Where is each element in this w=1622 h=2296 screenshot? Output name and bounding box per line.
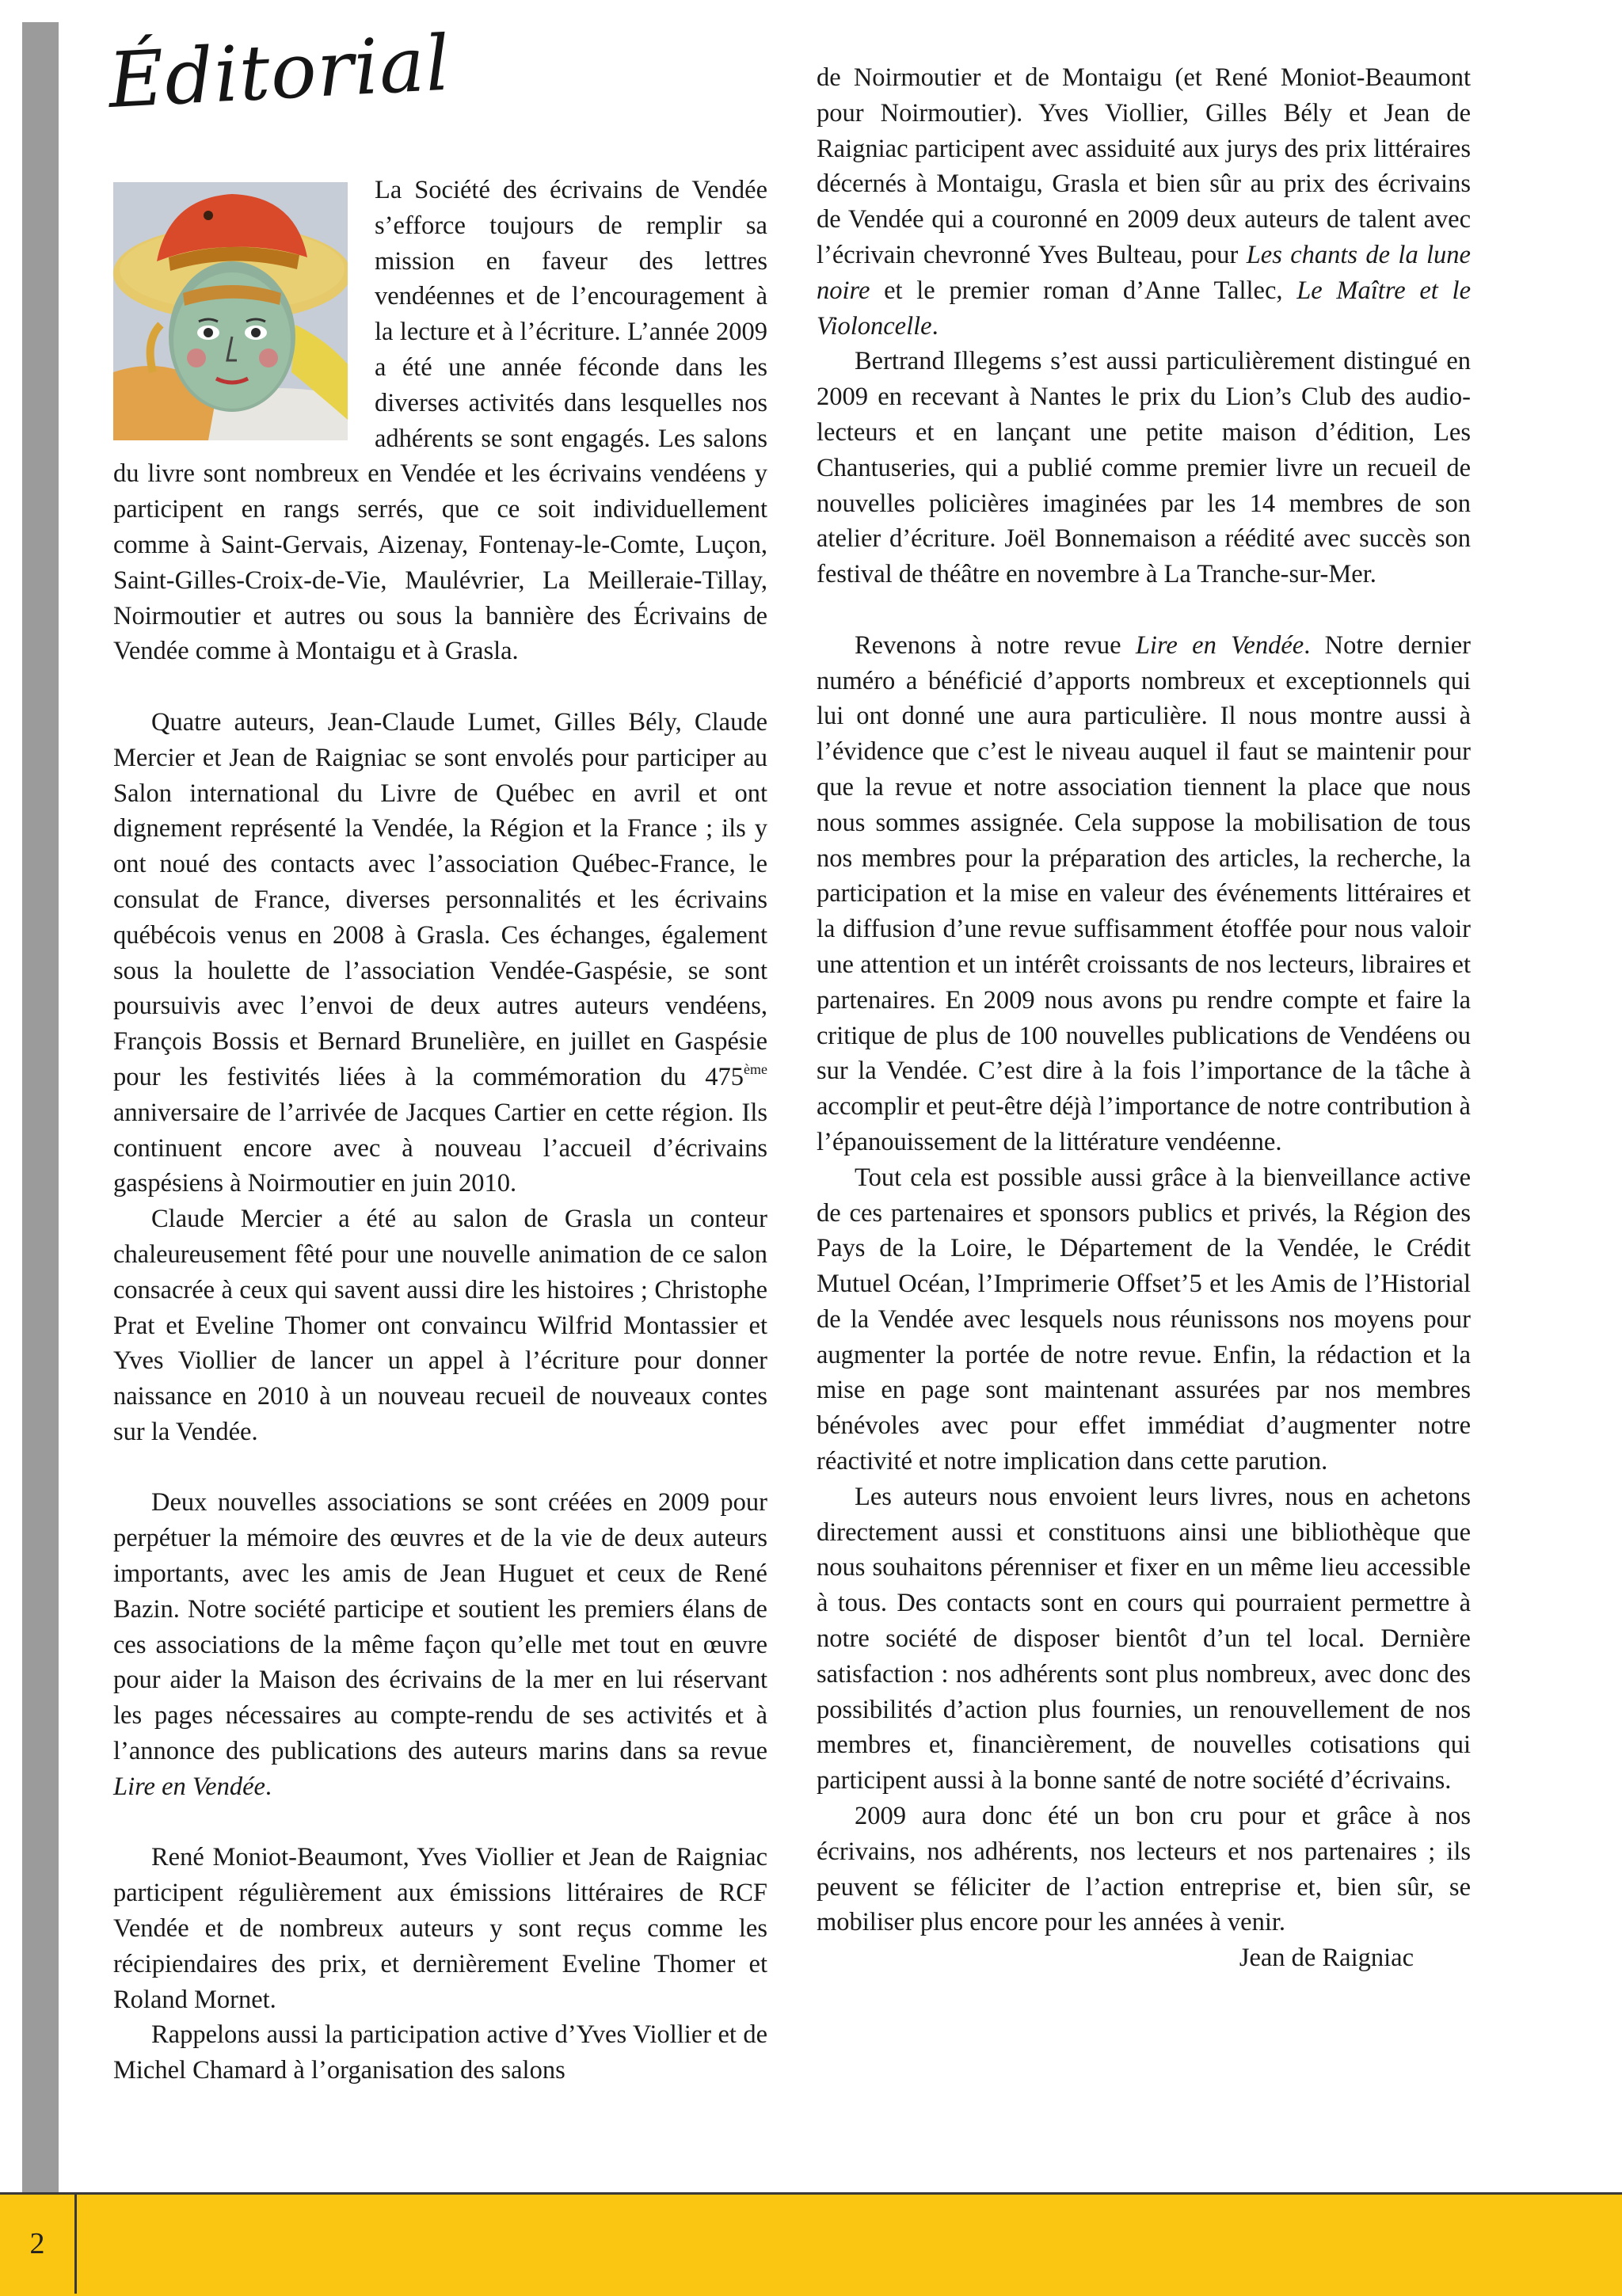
paragraph-juries-mid: et le premier roman d’Anne Tallec, — [870, 276, 1297, 305]
intro-paragraph — [113, 173, 767, 669]
paragraph-associations-text: Deux nouvelles associations se sont créées en 2009 pour perpétuer la mémoire des œuvres et de la vie de deux auteurs importants, avec les amis de Jean Huguet et ceux de René Bazin. Notre société participe et soutient les premiers élans de ces associations de la même façon qu’elle met tout en œuvre pour aider la Maison des écrivains de la mer en lui réservant les pages nécessaires au compte-rendu de ses activités et à l’annonce des publications des auteurs marins dans sa revue — [113, 1488, 767, 1766]
footer-band — [0, 2192, 1622, 2296]
book-title-2: Le Maître et le Violoncelle — [817, 276, 1471, 341]
paragraph-partners: Tout cela est possible aussi grâce à la bienveillance active de ces partenaires et sponsors publics et privés, la Région des Pays de la Loire, le Département de la Vendée, le Crédit Mutuel Océan, l’Imprimerie Offset’5 et les Amis de l’Historial de la Vendée avec lesquels nous réunissons nos moyens pour augmenter la portée de notre revue. Enfin, la rédaction et la mise en page sont maintenant assurées par nos membres bénévoles avec pour effet immédiat d’augmenter notre réactivité et notre implication dans cette parution. — [817, 1163, 1471, 1476]
child-portrait-painting — [113, 182, 348, 440]
left-column — [113, 173, 767, 2088]
paragraph-revue-text: . Notre dernier numéro a bénéficié d’apports nombreux et exceptionnels qui lui ont donné une aura particulière. Il nous montre aussi à l’évidence que c’est le niveau auquel il faut se maintenir pour que la revue et notre association tiennent la place que nous nous sommes assignée. Cela suppose la mobilisation de tous nos membres pour la préparation des articles, la recherche, la participation et la mise en valeur des événements littéraires et la diffusion d’une revue suffisamment étoffée pour nous valoir une attention et un intérêt croissants de nos lecteurs, libraires et partenaires. En 2009 nous avons pu rendre compte et faire la critique de plus de 100 nouvelles publications de Vendéens ou sur la Vendée. C’est dire à la fois l’importance de la tâche à accomplir et peut-être déjà l’importance de notre contribution à l’épanouissement de la littérature vendéenne. — [817, 630, 1471, 1156]
paragraph-associations — [113, 1485, 767, 1804]
paragraph-revue-start: Revenons à notre revue — [855, 630, 1136, 660]
review-title-italic-2: Lire en Vendée — [1135, 630, 1304, 660]
paragraph-revue — [817, 628, 1471, 1160]
paragraph-grasla: Claude Mercier a été au salon de Grasla un conteur chaleureusement fêté pour une nouvelle animation de ce salon consacrée à ceux qui savent aussi dire les histoires ; Christophe Prat et Eveline Thomer ont convaincu Wilfrid Montassier et Yves Viollier de lancer un appel à l’écriture pour donner naissance en 2010 à un nouveau recueil de nouveaux contes sur la Vendée. — [113, 1205, 767, 1446]
signature: Jean de Raigniac — [1239, 1944, 1414, 1973]
paragraph-rcf: René Moniot-Beaumont, Yves Viollier et Jean de Raigniac participent régulièrement aux émissions littéraires de RCF Vendée et de nombreux auteurs y sont reçus comme les récipiendaires des prix, et dernièrement Eveline Thomer et Roland Mornet. — [113, 1843, 767, 2014]
paragraph-salons: Rappelons aussi la participation active d’Yves Viollier et de Michel Chamard à l’organisation des salons — [113, 2020, 767, 2085]
paragraph-associations-end: . — [265, 1772, 272, 1801]
review-title-italic: Lire en Vendée — [113, 1772, 265, 1801]
paragraph-quebec-part2: anniversaire de l’arrivée de Jacques Cartier en cette région. Ils continuent encore avec à nouveau l’accueil d’écrivains gaspésiens à Noirmoutier en juin 2010. — [113, 1098, 767, 1198]
page-title: Éditorial — [106, 18, 453, 125]
book-title-1: Les chants de la lune noire — [817, 240, 1471, 305]
paragraph-juries — [817, 60, 1471, 344]
paragraph-juries-text: de Noirmoutier et de Montaigu (et René Moniot-Beaumont pour Noirmoutier). Yves Viollier, Gilles Bély et Jean de Raigniac participent avec assiduité aux jurys des prix littéraires décernés à Montaigu, Grasla et bien sûr au prix des écrivains de Vendée qui a couronné en 2009 deux auteurs de talent avec l’écrivain chevronné Yves Bulteau, pour — [817, 63, 1471, 269]
paragraph-juries-end: . — [931, 311, 939, 341]
side-margin-bar — [22, 22, 59, 2194]
intro-text: La Société des écrivains de Vendée s’efforce toujours de remplir sa mission en faveur des lettres vendéennes et de l’encouragement à la lecture et à l’écriture. L’année 2009 a été une année féconde dans les diverses activités dans lesquelles nos adhérents se sont engagés. Les salons du livre sont nombreux en Vendée et les écrivains vendéens y participent en rangs serrés, que ce soit individuellement comme à Saint-Gervais, Aizenay, Fontenay-le-Comte, Luçon, Saint-Gilles-Croix-de-Vie, Maulévrier, La Meilleraie-Tillay, Noirmoutier et autres ou sous la bannière des Écrivains de Vendée comme à Montaigu et à Grasla. — [113, 176, 767, 666]
ordinal-suffix: ème — [744, 1060, 767, 1077]
paragraph-quebec — [113, 705, 767, 1201]
paragraph-illegems: Bertrand Illegems s’est aussi particulièrement distingué en 2009 en recevant à Nantes le prix du Lion’s Club des audio-lecteurs et en lançant une petite maison d’édition, Les Chantuseries, qui a publié comme premier livre un recueil de nouvelles policières imaginées par les 14 membres de son atelier d’écriture. Joël Bonnemaison a réédité avec succès son festival de théâtre en novembre à La Tranche-sur-Mer. — [817, 347, 1471, 589]
page-number: 2 — [0, 2195, 77, 2294]
paragraph-conclusion: 2009 aura donc été un bon cru pour et grâce à nos écrivains, nos adhérents, nos lecteurs et nos partenaires ; ils peuvent se féliciter de l’action entreprise et, bien sûr, se mobiliser plus encore pour les années à venir. — [817, 1802, 1471, 1937]
paragraph-library: Les auteurs nous envoient leurs livres, nous en achetons directement aussi et constituons ainsi une bibliothèque que nous souhaitons pérenniser et fixer en un même lieu accessible à tous. Des contacts sont en cours qui pourraient permettre à notre société de disposer bientôt d’un tel local. Dernière satisfaction : nos adhérents sont plus nombreux, avec donc des possibilités d’action plus fournies, un renouvellement de nos membres et, financièrement, de nouvelles cotisations qui participent aussi à la bonne santé de notre société d’écrivains. — [817, 1482, 1471, 1795]
right-column — [817, 60, 1471, 1976]
paragraph-quebec-part1: Quatre auteurs, Jean-Claude Lumet, Gilles Bély, Claude Mercier et Jean de Raigniac se sont envolés pour participer au Salon international du Livre de Québec en avril et ont dignement représenté la Vendée, la Région et la France ; ils y ont noué des contacts avec l’association Québec-France, le consulat de France, diverses personnalités et les écrivains québécois venus en 2008 à Grasla. Ces échanges, également sous la houlette de l’association Vendée-Gaspésie, se sont poursuivis avec l’envoi de deux autres auteurs vendéens, François Bossis et Bernard Brunelière, en juillet en Gaspésie pour les festivités liées à la commémoration du 475 — [113, 707, 767, 1091]
